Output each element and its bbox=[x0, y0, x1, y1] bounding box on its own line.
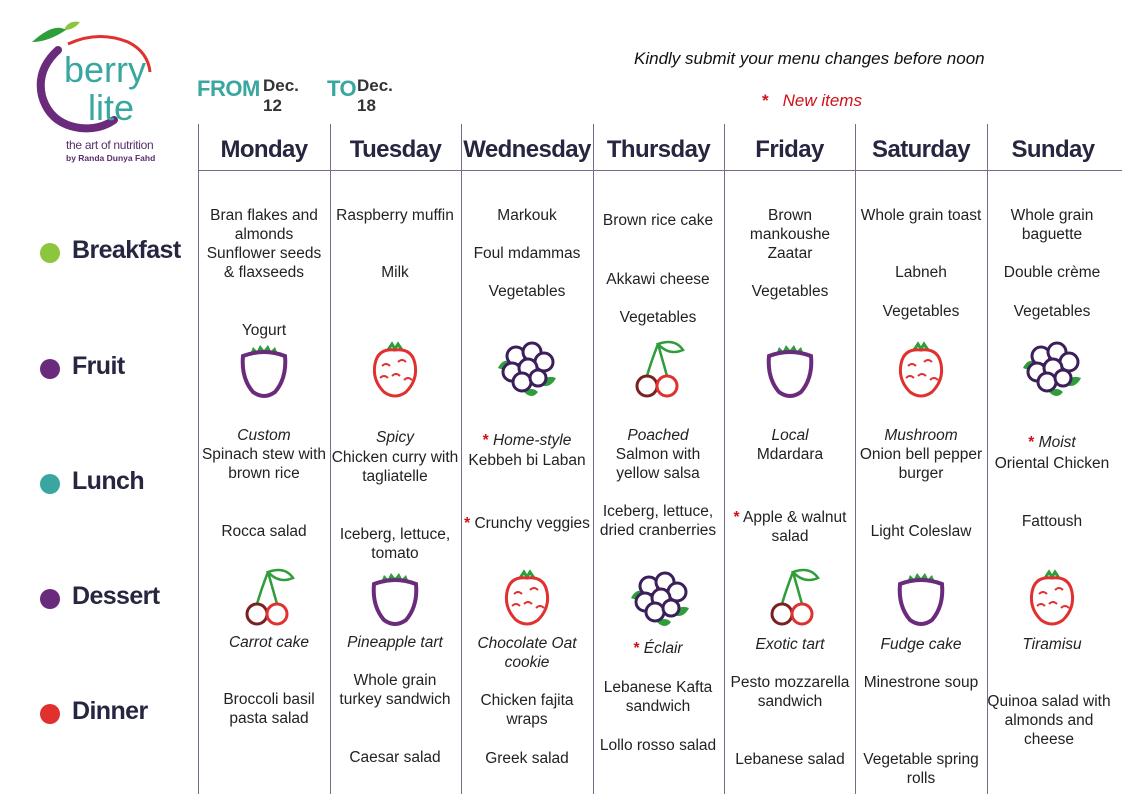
raspberry-icon bbox=[362, 338, 428, 404]
cherries-icon bbox=[235, 562, 301, 628]
cherries-icon bbox=[625, 334, 691, 400]
saturday-dinner: Minestrone soup bbox=[863, 674, 979, 691]
thursday-breakfast: Brown rice cake bbox=[602, 212, 714, 229]
wednesday-lunch-tag bbox=[463, 431, 591, 450]
lunch-dot-icon bbox=[40, 474, 60, 494]
sunday-dinner: Quinoa salad with almonds and cheese bbox=[987, 693, 1111, 748]
thursday-lunch: Salmon with yellow salsa bbox=[615, 446, 701, 482]
lunch-side-text: Crunchy veggies bbox=[474, 515, 590, 532]
day-header-sunday: Sunday bbox=[1011, 136, 1095, 163]
plum-icon bbox=[231, 338, 297, 404]
dessert-dot-icon bbox=[40, 589, 60, 609]
plum-icon bbox=[362, 566, 428, 632]
new-items-legend bbox=[762, 91, 862, 111]
sunday-breakfast-2: Double crème bbox=[1003, 264, 1101, 281]
wednesday-breakfast-2: Foul mdammas bbox=[473, 245, 581, 262]
wednesday-dessert: Chocolate Oat cookie bbox=[477, 635, 577, 671]
new-star-icon: * bbox=[633, 640, 640, 657]
tuesday-dinner-side: Caesar salad bbox=[349, 749, 441, 766]
monday-lunch-side: Rocca salad bbox=[221, 523, 307, 540]
wednesday-dinner: Chicken fajita wraps bbox=[480, 692, 574, 728]
to-label: TO bbox=[327, 76, 357, 101]
thursday-dessert bbox=[594, 639, 722, 658]
tuesday-breakfast-side: Milk bbox=[381, 264, 409, 281]
friday-breakfast-2: Vegetables bbox=[751, 283, 829, 300]
tuesday-lunch: Chicken curry with tagliatelle bbox=[331, 449, 459, 485]
friday-lunch: Mdardara bbox=[756, 446, 824, 463]
wednesday-lunch: Kebbeh bi Laban bbox=[468, 452, 586, 469]
logo-word-berry: berry bbox=[64, 49, 147, 90]
meal-label: Fruit bbox=[72, 352, 125, 380]
fruit-dot-icon bbox=[40, 359, 60, 379]
new-star-icon: * bbox=[762, 91, 769, 110]
thursday-dinner-side: Lollo rosso salad bbox=[599, 737, 717, 754]
sunday-breakfast-3: Vegetables bbox=[1013, 303, 1091, 320]
sunday-lunch: Oriental Chicken bbox=[994, 455, 1110, 472]
lunch-side-text: Apple & walnut salad bbox=[743, 509, 847, 545]
lunch-tag-text: Home-style bbox=[492, 432, 572, 449]
lunch-tag-text: Moist bbox=[1038, 434, 1076, 451]
new-star-icon: * bbox=[733, 509, 740, 526]
monday-breakfast: Bran flakes and almonds Sunflower seeds & flaxseeds bbox=[206, 207, 322, 281]
saturday-dinner-side: Vegetable spring rolls bbox=[863, 751, 979, 787]
saturday-lunch: Onion bell pepper burger bbox=[859, 446, 983, 482]
column-divider bbox=[724, 124, 725, 794]
blueberries-icon bbox=[494, 334, 560, 400]
brand-byline: by Randa Dunya Fahd bbox=[66, 153, 156, 163]
tuesday-breakfast: Raspberry muffin bbox=[336, 207, 454, 224]
column-divider bbox=[461, 124, 462, 794]
cherries-icon bbox=[760, 562, 826, 628]
submit-notice: Kindly submit your menu changes before noon bbox=[634, 49, 985, 68]
saturday-lunch-tag: Mushroom bbox=[884, 427, 958, 444]
from-date: Dec. 12 bbox=[263, 76, 299, 115]
saturday-dessert: Fudge cake bbox=[880, 636, 962, 653]
thursday-lunch-tag: Poached bbox=[627, 427, 689, 444]
header-divider bbox=[198, 170, 1122, 171]
day-header-thursday: Thursday bbox=[606, 136, 711, 163]
wednesday-breakfast: Markouk bbox=[497, 207, 557, 224]
friday-dinner: Pesto mozzarella sandwich bbox=[730, 674, 850, 710]
plum-icon bbox=[888, 566, 954, 632]
wednesday-lunch-side bbox=[463, 514, 591, 533]
berry-logo-icon bbox=[28, 20, 178, 140]
friday-breakfast: Brown mankoushe Zaatar bbox=[749, 207, 831, 262]
saturday-breakfast-3: Vegetables bbox=[882, 303, 960, 320]
saturday-breakfast-2: Labneh bbox=[895, 264, 947, 281]
sunday-dessert: Tiramisu bbox=[1022, 636, 1082, 653]
sunday-lunch-tag bbox=[988, 433, 1116, 452]
tuesday-lunch-tag: Spicy bbox=[376, 429, 414, 446]
brand-logo bbox=[28, 20, 178, 170]
blueberries-icon bbox=[1019, 334, 1085, 400]
meal-label: Dessert bbox=[72, 582, 160, 610]
day-header-saturday: Saturday bbox=[872, 136, 970, 163]
breakfast-dot-icon bbox=[40, 243, 60, 263]
new-star-icon: * bbox=[482, 432, 489, 449]
column-divider bbox=[855, 124, 856, 794]
monday-breakfast-side: Yogurt bbox=[241, 322, 287, 339]
friday-lunch-side bbox=[726, 508, 854, 546]
friday-dessert: Exotic tart bbox=[755, 636, 825, 653]
friday-lunch-tag: Local bbox=[771, 427, 809, 444]
monday-dessert: Carrot cake bbox=[228, 634, 310, 651]
new-items-label: New items bbox=[782, 91, 862, 110]
tuesday-dinner: Whole grain turkey sandwich bbox=[339, 672, 451, 708]
meal-label: Dinner bbox=[72, 697, 148, 725]
thursday-breakfast-3: Vegetables bbox=[619, 309, 697, 326]
raspberry-icon bbox=[494, 566, 560, 632]
monday-dinner: Broccoli basil pasta salad bbox=[223, 691, 315, 727]
new-star-icon: * bbox=[1028, 434, 1035, 451]
tuesday-dessert: Pineapple tart bbox=[347, 634, 443, 651]
to-date: Dec. 18 bbox=[357, 76, 393, 115]
thursday-breakfast-2: Akkawi cheese bbox=[606, 271, 710, 288]
meal-label: Lunch bbox=[72, 467, 144, 495]
column-divider bbox=[198, 124, 199, 794]
thursday-lunch-side: Iceberg, lettuce, dried cranberries bbox=[599, 503, 717, 539]
logo-word-lite: lite bbox=[88, 87, 135, 128]
wednesday-breakfast-3: Vegetables bbox=[488, 283, 566, 300]
dessert-text: Éclair bbox=[643, 640, 683, 657]
monday-lunch: Spinach stew with brown rice bbox=[201, 446, 327, 482]
day-header-monday: Monday bbox=[220, 136, 308, 163]
new-star-icon: * bbox=[464, 515, 471, 532]
day-header-friday: Friday bbox=[755, 136, 824, 163]
sunday-lunch-side: Fattoush bbox=[1021, 513, 1083, 530]
blueberries-icon bbox=[627, 564, 693, 630]
meal-label: Breakfast bbox=[72, 236, 181, 264]
monday-lunch-tag: Custom bbox=[237, 427, 291, 444]
saturday-lunch-side: Light Coleslaw bbox=[870, 523, 972, 540]
from-label: FROM bbox=[197, 76, 260, 101]
sunday-breakfast: Whole grain baguette bbox=[1010, 207, 1094, 243]
dinner-dot-icon bbox=[40, 704, 60, 724]
plum-icon bbox=[757, 338, 823, 404]
thursday-dinner: Lebanese Kafta sandwich bbox=[603, 679, 713, 715]
tuesday-lunch-side: Iceberg, lettuce, tomato bbox=[339, 526, 451, 562]
day-header-wednesday: Wednesday bbox=[463, 136, 591, 163]
raspberry-icon bbox=[1019, 566, 1085, 632]
saturday-breakfast: Whole grain toast bbox=[860, 207, 982, 224]
brand-tagline: the art of nutrition bbox=[66, 138, 154, 152]
friday-dinner-side: Lebanese salad bbox=[735, 751, 845, 768]
day-header-tuesday: Tuesday bbox=[349, 136, 442, 163]
raspberry-icon bbox=[888, 338, 954, 404]
wednesday-dinner-side: Greek salad bbox=[485, 750, 569, 767]
